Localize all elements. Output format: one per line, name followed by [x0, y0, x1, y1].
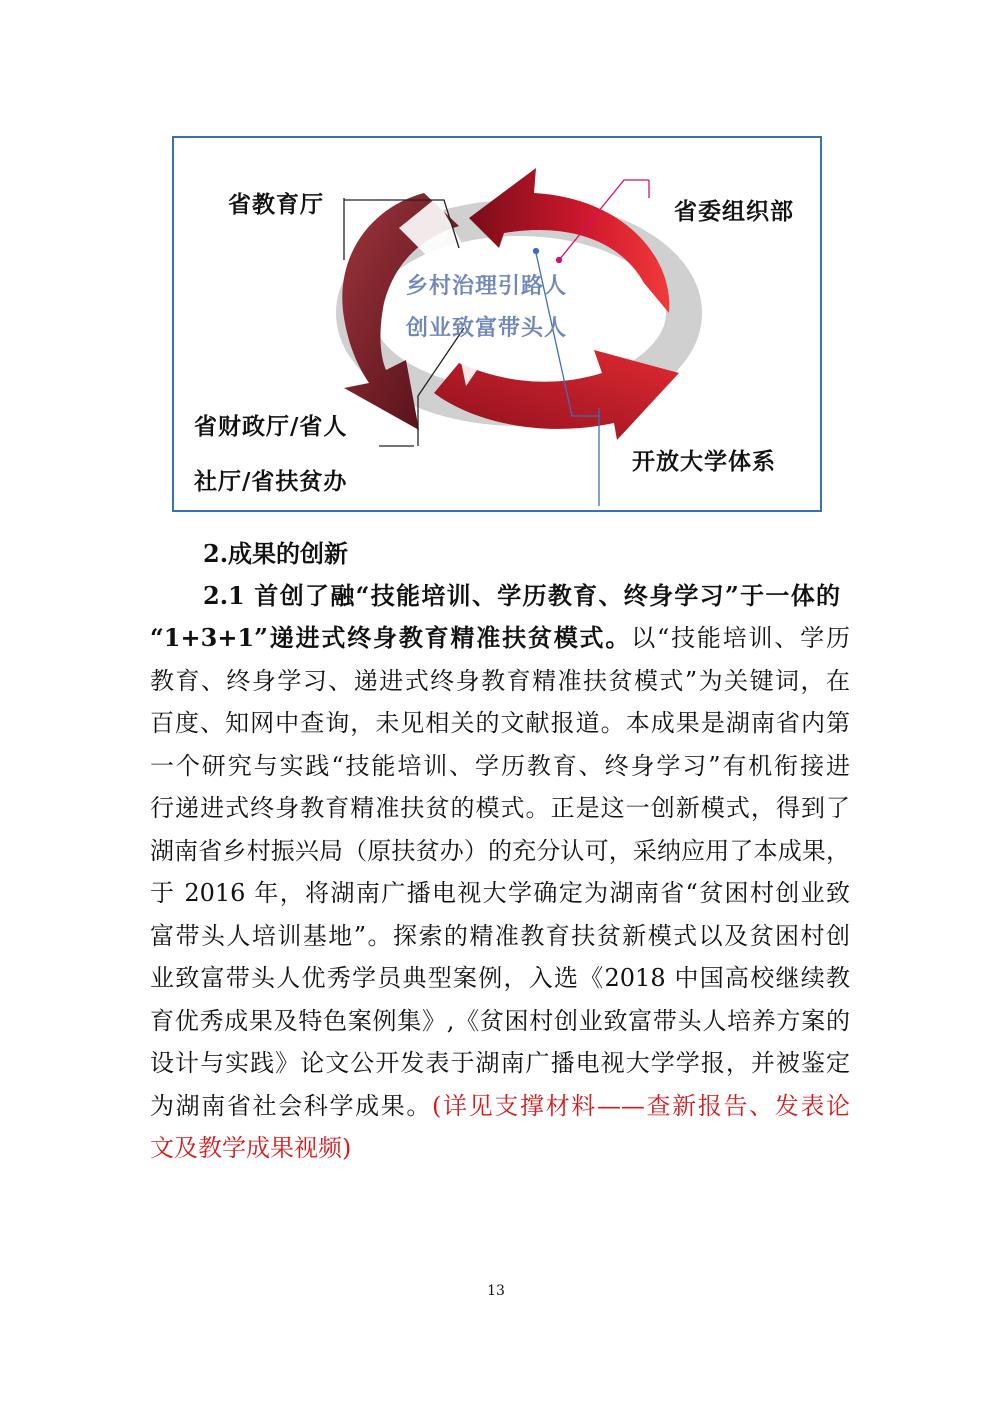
paragraph-title-line2: “1+3+1”递进式终身教育精准扶贫模式。 [150, 623, 632, 652]
paragraph-line-2 [150, 622, 850, 654]
label-education-department: 省教育厅 [228, 192, 324, 218]
label-finance-department-line1: 省财政厅/省人 [194, 414, 348, 440]
paragraph-title-line1: 2.1 首创了融“技能培训、学历教育、终身学习”于一体的 [203, 581, 840, 610]
paragraph-line: 行递进式终身教育精准扶贫的模式。正是这一创新模式，得到了 [150, 794, 850, 822]
paragraph-line: 设计与实践》论文公开发表于湖南广播电视大学学报，并被鉴定 [150, 1049, 850, 1077]
label-open-university-system: 开放大学体系 [632, 449, 776, 475]
paragraph-line: 教育、终身学习、递进式终身教育精准扶贫模式”为关键词，在 [150, 667, 850, 695]
page-number: 13 [487, 1283, 505, 1299]
paragraph-line: 业致富带头人优秀学员典型案例，入选《2018 中国高校继续教 [150, 964, 850, 992]
supporting-materials-note: (详见支撑材料——查新报告、发表论 [432, 1092, 851, 1120]
label-finance-department-line2: 社厅/省扶贫办 [194, 469, 348, 495]
center-text-entrepreneurship: 创业致富带头人 [406, 316, 568, 341]
paragraph-line-12 [150, 1090, 850, 1122]
supporting-materials-note-end: 文及教学成果视频) [150, 1134, 352, 1162]
label-organization-department: 省委组织部 [674, 199, 794, 225]
cycle-diagram [172, 136, 822, 512]
paragraph-line-12-text: 为湖南省社会科学成果。 [150, 1092, 433, 1120]
paragraph-line: 一个研究与实践“技能培训、学历教育、终身学习”有机衔接进 [150, 752, 850, 780]
section-heading: 2.成果的创新 [203, 539, 349, 568]
paragraph-line: 富带头人培训基地”。探索的精准教育扶贫新模式以及贫困村创 [150, 922, 850, 950]
paragraph-line: 湖南省乡村振兴局（原扶贫办）的充分认可，采纳应用了本成果， [150, 837, 850, 865]
paragraph-line: 百度、知网中查询，未见相关的文献报道。本成果是湖南省内第 [150, 709, 850, 737]
paragraph-line-2-text: 以“技能培训、学历 [631, 624, 850, 652]
paragraph-line: 育优秀成果及特色案例集》,《贫困村创业致富带头人培养方案的 [150, 1007, 850, 1035]
paragraph-line: 于 2016 年，将湖南广播电视大学确定为湖南省“贫困村创业致 [150, 879, 850, 907]
center-text-rural-governance: 乡村治理引路人 [406, 274, 568, 299]
